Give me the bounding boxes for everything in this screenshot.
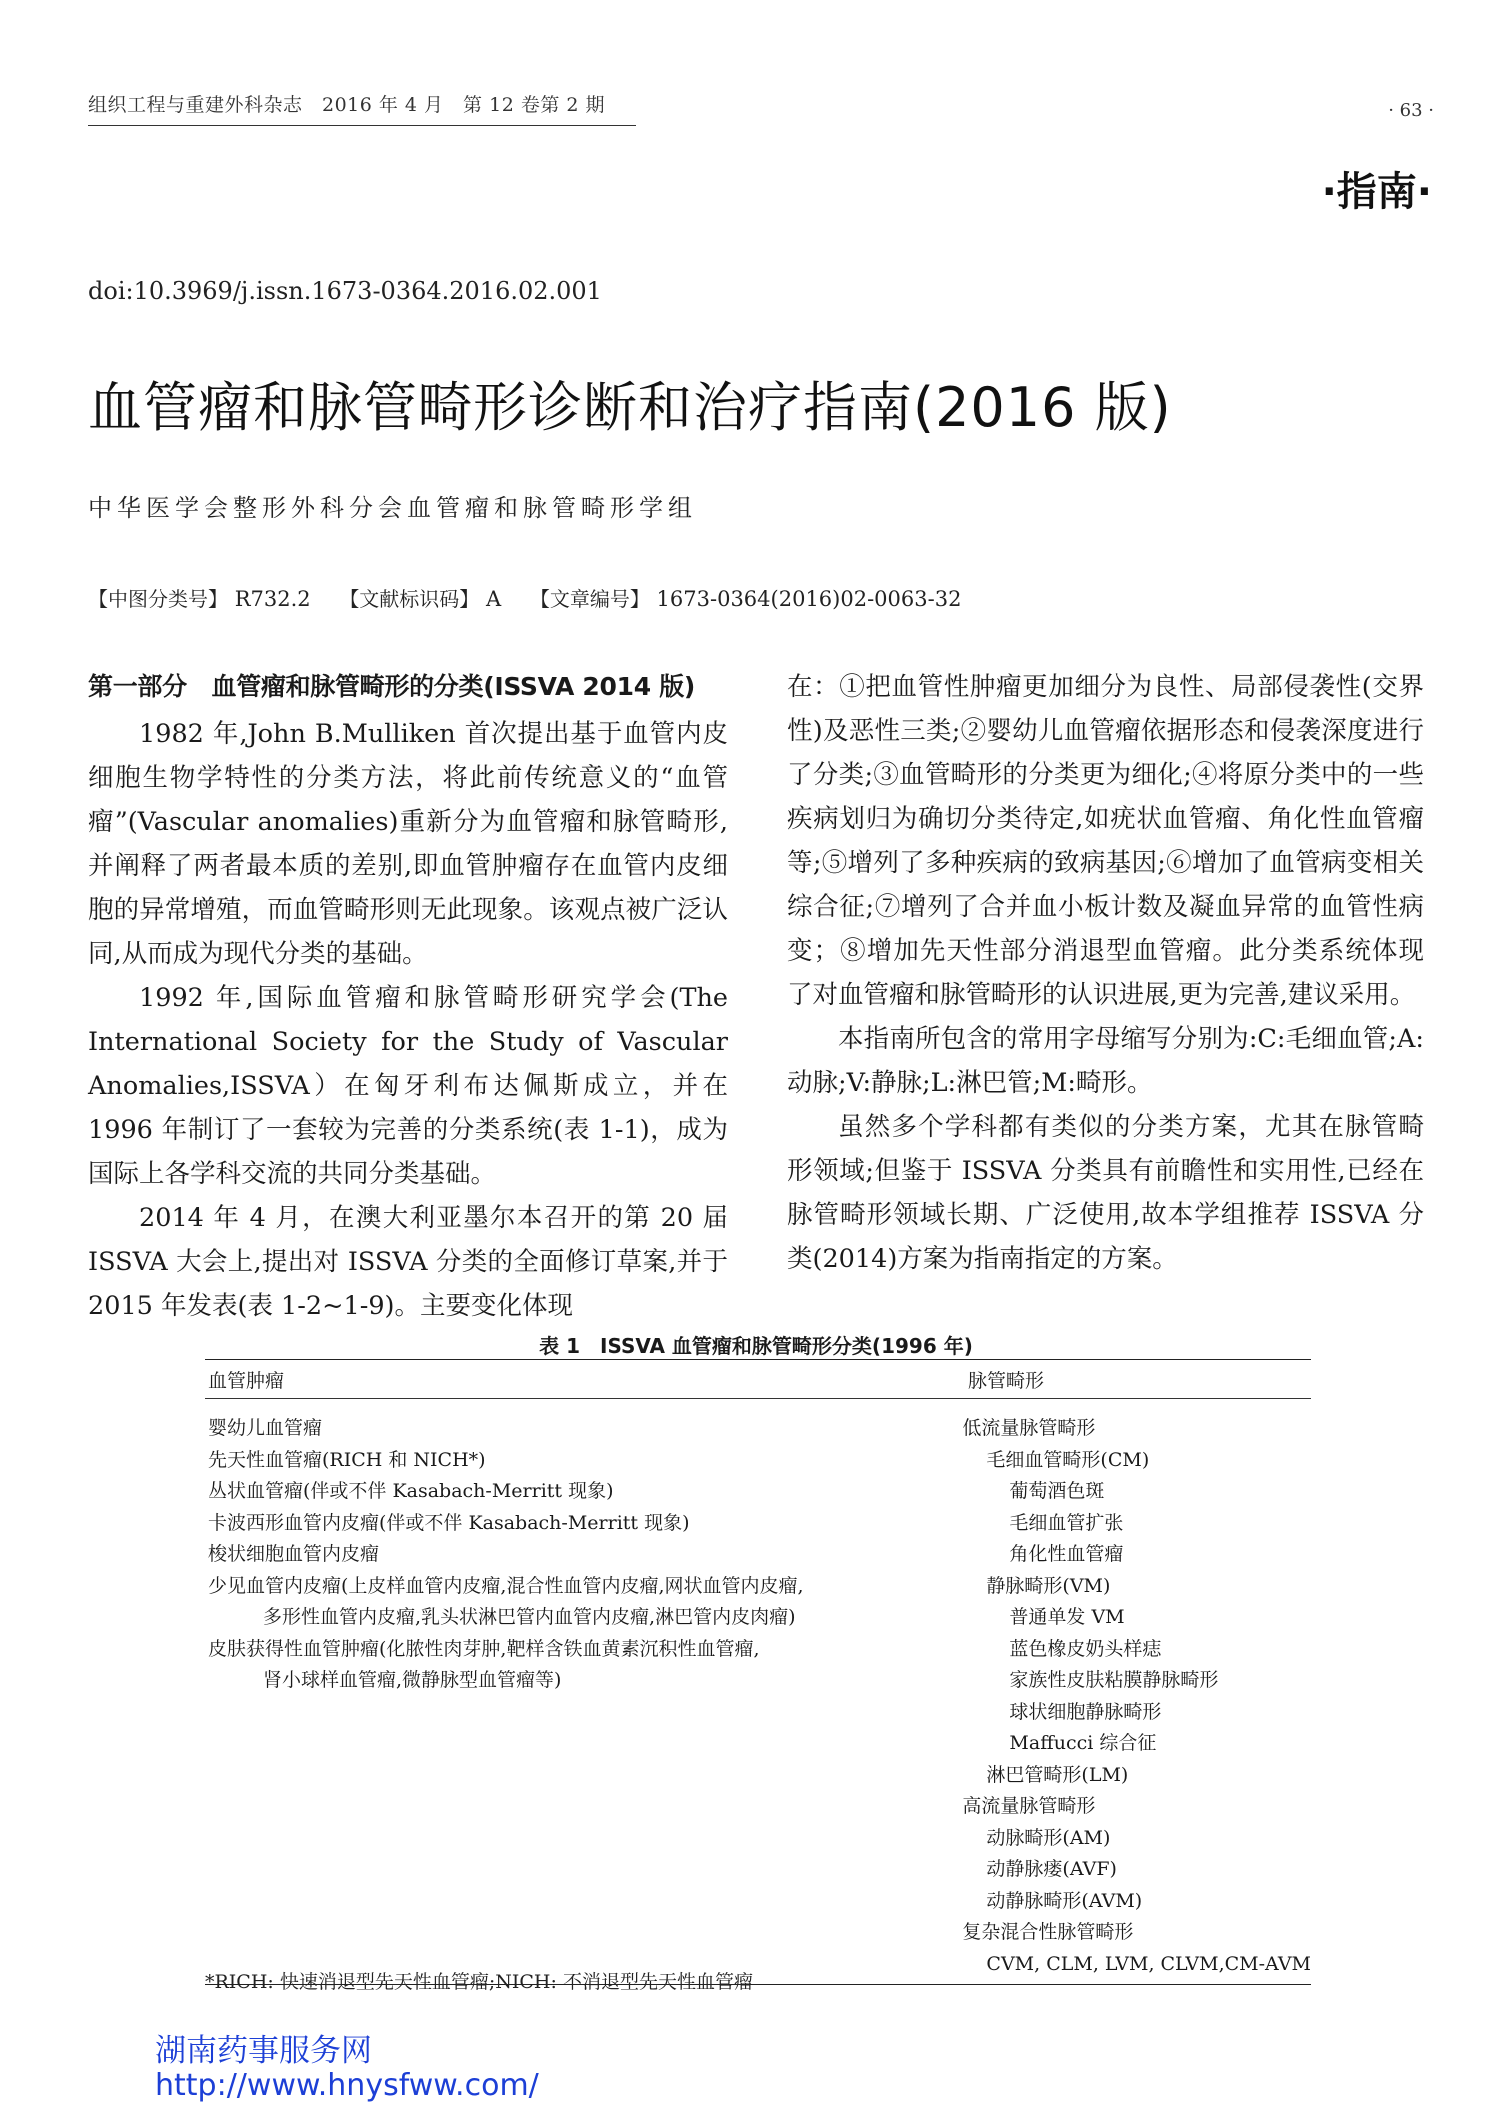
table-row: 少见血管内皮瘤(上皮样血管内皮瘤,混合性血管内皮瘤,网状血管内皮瘤,: [208, 1574, 804, 1597]
table-row: 角化性血管瘤: [1009, 1543, 1124, 1565]
journal-header: 组织工程与重建外科杂志 2016 年 4 月 第 12 卷第 2 期: [88, 90, 636, 126]
table-row: 蓝色橡皮奶头样痣: [1009, 1637, 1162, 1660]
doc-code-label: 【文献标识码】: [339, 587, 480, 611]
section-heading: 第一部分 血管瘤和脉管畸形的分类(ISSVA 2014 版): [88, 672, 696, 701]
article-id-value: 1673-0364(2016)02-0063-32: [656, 587, 962, 611]
table-row: 家族性皮肤粘膜静脉畸形: [1009, 1669, 1219, 1691]
table-body: [205, 1399, 1311, 1984]
page-number: · 63 ·: [1388, 100, 1434, 121]
table-row: 淋巴管畸形(LM): [986, 1763, 1129, 1786]
table-row: Maffucci 综合征: [1009, 1732, 1157, 1754]
table-row: 动脉畸形(AM): [986, 1826, 1111, 1849]
table-row: 高流量脉管畸形: [962, 1795, 1096, 1817]
right-column: [787, 665, 1424, 1281]
table-row: 皮肤获得性血管肿瘤(化脓性肉芽肿,靶样含铁血黄素沉积性血管瘤,: [208, 1637, 760, 1660]
table-row: 毛细血管扩张: [1009, 1511, 1124, 1534]
header-vascular-malformations: 脉管畸形: [968, 1369, 1045, 1392]
table-row: 静脉畸形(VM): [986, 1574, 1111, 1597]
doi: doi:10.3969/j.issn.1673-0364.2016.02.001: [88, 277, 602, 305]
table-row: 婴幼儿血管瘤: [208, 1417, 323, 1439]
malformation-column: [962, 1413, 1311, 1980]
table-row: 复杂混合性脉管畸形: [962, 1921, 1134, 1943]
paragraph: 1992 年,国际血管瘤和脉管畸形研究学会(The International Society for the Study of Vascular Anomalies,ISSVA）在匈牙利布达佩斯成立，并在 1996 年制订了一套较为完善的分类系统(表 1-1)，成为国际上各学科交流的共同分类基础。: [88, 983, 728, 1189]
table-caption: 表 1 ISSVA 血管瘤和脉管畸形分类(1996 年): [539, 1334, 973, 1358]
table-row: 动静脉瘘(AVF): [986, 1858, 1117, 1880]
table-row: 葡萄酒色斑: [1009, 1480, 1105, 1502]
watermark-site-name: 湖南药事服务网: [155, 2033, 372, 2069]
table-header: [205, 1360, 1311, 1399]
article-meta: [88, 583, 961, 612]
article-id-label: 【文章编号】: [529, 587, 650, 611]
table-row: 肾小球样血管瘤,微静脉型血管瘤等): [263, 1669, 562, 1691]
paragraph: 在：①把血管性肿瘤更加细分为良性、局部侵袭性(交界性)及恶性三类;②婴幼儿血管瘤依据形态和侵袭深度进行了分类;③血管畸形的分类更为细化;④将原分类中的一些疾病划归为确切分类待定,如疣状血管瘤、角化性血管瘤等;⑤增列了多种疾病的致病基因;⑥增加了血管病变相关综合征;⑦增列了合并血小板计数及凝血异常的血管性病变；⑧增加先天性部分消退型血管瘤。此分类系统体现了对血管瘤和脉管畸形的认识进展,更为完善,建议采用。: [787, 672, 1424, 1010]
watermark-url[interactable]: http://www.hnysfww.com/: [155, 2068, 539, 2103]
paragraph: 1982 年,John B.Mulliken 首次提出基于血管内皮细胞生物学特性的分类方法，将此前传统意义的“血管瘤”(Vascular anomalies)重新分为血管瘤和脉管畸形,并阐释了两者最本质的差别,即血管肿瘤存在血管内皮细胞的异常增殖，而血管畸形则无此现象。该观点被广泛认同,从而成为现代分类的基础。: [88, 719, 728, 969]
clc-value: R732.2: [234, 587, 311, 611]
table-row: 毛细血管畸形(CM): [986, 1448, 1150, 1471]
table-row: 丛状血管瘤(伴或不伴 Kasabach-Merritt 现象): [208, 1480, 614, 1502]
left-column: [88, 665, 728, 1328]
table-row: 先天性血管瘤(RICH 和 NICH*): [208, 1448, 486, 1471]
paragraph: 本指南所包含的常用字母缩写分别为:C:毛细血管;A:动脉;V:静脉;L:淋巴管;M:畸形。: [787, 1024, 1424, 1098]
paragraph: 虽然多个学科都有类似的分类方案，尤其在脉管畸形领域;但鉴于 ISSVA 分类具有前瞻性和实用性,已经在脉管畸形领域长期、广泛使用,故本学组推荐 ISSVA 分类(2014)方案为指南指定的方案。: [787, 1112, 1424, 1274]
table-footnote: *RICH: 快速消退型先天性血管瘤;NICH: 不消退型先天性血管瘤: [205, 1971, 753, 1993]
classification-table: [205, 1359, 1311, 1985]
paragraph: 2014 年 4 月，在澳大利亚墨尔本召开的第 20 届 ISSVA 大会上,提出对 ISSVA 分类的全面修订草案,并于 2015 年发表(表 1-2~1-9)。主要变化体现: [88, 1203, 728, 1321]
authors: 中华医学会整形外科分会血管瘤和脉管畸形学组: [88, 494, 697, 522]
clc-label: 【中图分类号】: [88, 587, 228, 611]
table-row: 普通单发 VM: [1009, 1606, 1125, 1628]
table-row: 动静脉畸形(AVM): [986, 1889, 1143, 1912]
table-row: 多形性血管内皮瘤,乳头状淋巴管内血管内皮瘤,淋巴管内皮肉瘤): [263, 1606, 796, 1628]
article-title: 血管瘤和脉管畸形诊断和治疗指南(2016 版): [88, 376, 1172, 439]
section-label: ·指南·: [1321, 169, 1432, 215]
header-vascular-tumors: 血管肿瘤: [208, 1369, 285, 1392]
table-row: 低流量脉管畸形: [962, 1417, 1096, 1439]
table-row: CVM, CLM, LVM, CLVM,CM-AVM: [986, 1952, 1311, 1975]
tumor-column: [205, 1413, 962, 1980]
table-row: 球状细胞静脉畸形: [1009, 1700, 1162, 1723]
table-row: 梭状细胞血管内皮瘤: [208, 1543, 380, 1565]
doc-code-value: A: [486, 587, 502, 611]
table-row: 卡波西形血管内皮瘤(伴或不伴 Kasabach-Merritt 现象): [208, 1511, 690, 1534]
